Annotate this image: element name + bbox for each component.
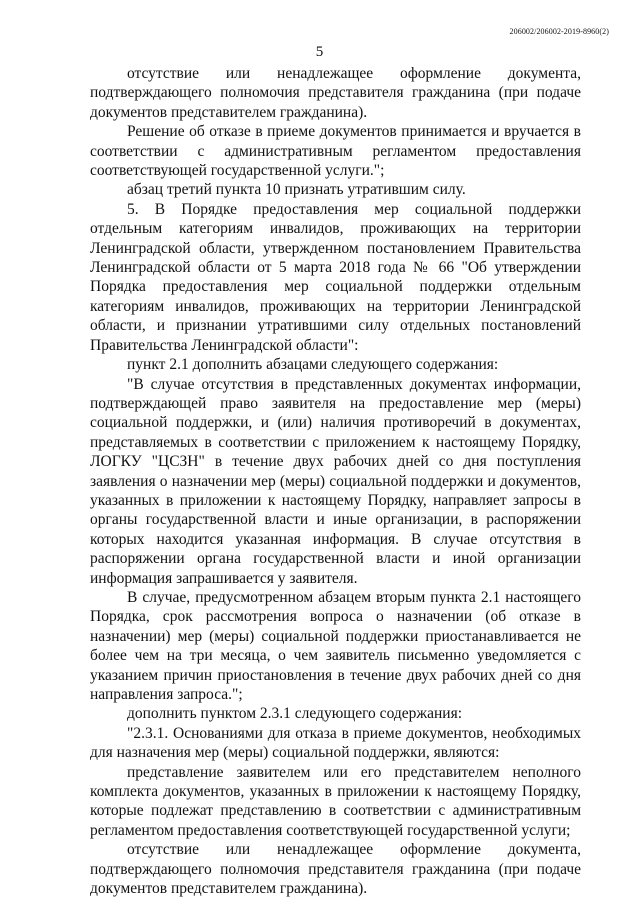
paragraph-7: В случае, предусмотренном абзацем вторым пункта 2.1 настоящего Порядка, срок рассмотрения вопроса о назначении (об отказе в назначении) мер (меры) социальной поддержки приостанавливается не более чем на три месяца, о чем заявитель письменно уведомляется с указанием причин приостановления в течение двух рабочих дней со дня направления запроса."; <box>90 588 581 703</box>
paragraph-11: отсутствие или ненадлежащее оформление документа, подтверждающего полномочия представителя гражданина (при подаче документов представителем гражданина). <box>90 841 581 898</box>
paragraph-10: представление заявителем или его представителем неполного комплекта документов, указанных в приложении к настоящему Порядку, которые подлежат представлению в соответствии с административным регламентом предоставления соответствующей государственной услуги; <box>90 763 581 839</box>
paragraph-1: отсутствие или ненадлежащее оформление документа, подтверждающего полномочия представителя гражданина (при подаче документов представителем гражданина). <box>90 65 581 121</box>
paragraph-9: "2.3.1. Основаниями для отказа в приеме документов, необходимых для назначения мер (меры) социальной поддержки, являются: <box>90 724 581 762</box>
document-body <box>90 64 581 898</box>
paragraph-2: Решение об отказе в приеме документов принимается и вручается в соответствии с административным регламентом предоставления соответствующей государственной услуги."; <box>90 123 581 180</box>
paragraph-3: абзац третий пункта 10 признать утратившим силу. <box>127 181 466 199</box>
paragraph-4: 5. В Порядке предоставления мер социальной поддержки отдельным категориям инвалидов, проживающих на территории Ленинградской области, утвержденном постановлением Правительства Ленинградской области от 5 марта 2018 года № 66 "Об утверждении Порядка предоставления мер социальной поддержки отдельным категориям инвалидов, проживающих на территории Ленинградской области, и признании утратившими силу отдельных постановлений Правительства Ленинградской области": <box>90 200 581 354</box>
paragraph-8: дополнить пунктом 2.3.1 следующего содержания: <box>127 705 462 723</box>
page-number: 5 <box>315 44 324 60</box>
paragraph-6: "В случае отсутствия в представленных документах информации, подтверждающей право заявителя на предоставление мер (меры) социальной поддержки, и (или) наличия противоречий в документах, представляемых в соответствии с приложением к настоящему Порядку, ЛОГКУ "ЦСЗН" в течение двух рабочих дней со дня поступления заявления о назначении мер (меры) социальной поддержки и документов, указанных в приложении к настоящему Порядку, направляет запросы в органы государственной власти и иные организации, в распоряжении которых находится указанная информация. В случае отсутствия в распоряжении органа государственной власти и иной организации информация запрашивается у заявителя. <box>90 375 581 587</box>
paragraph-5: пункт 2.1 дополнить абзацами следующего содержания: <box>127 356 499 374</box>
document-registration-code: 206002/206002-2019-8960(2) <box>509 27 609 36</box>
